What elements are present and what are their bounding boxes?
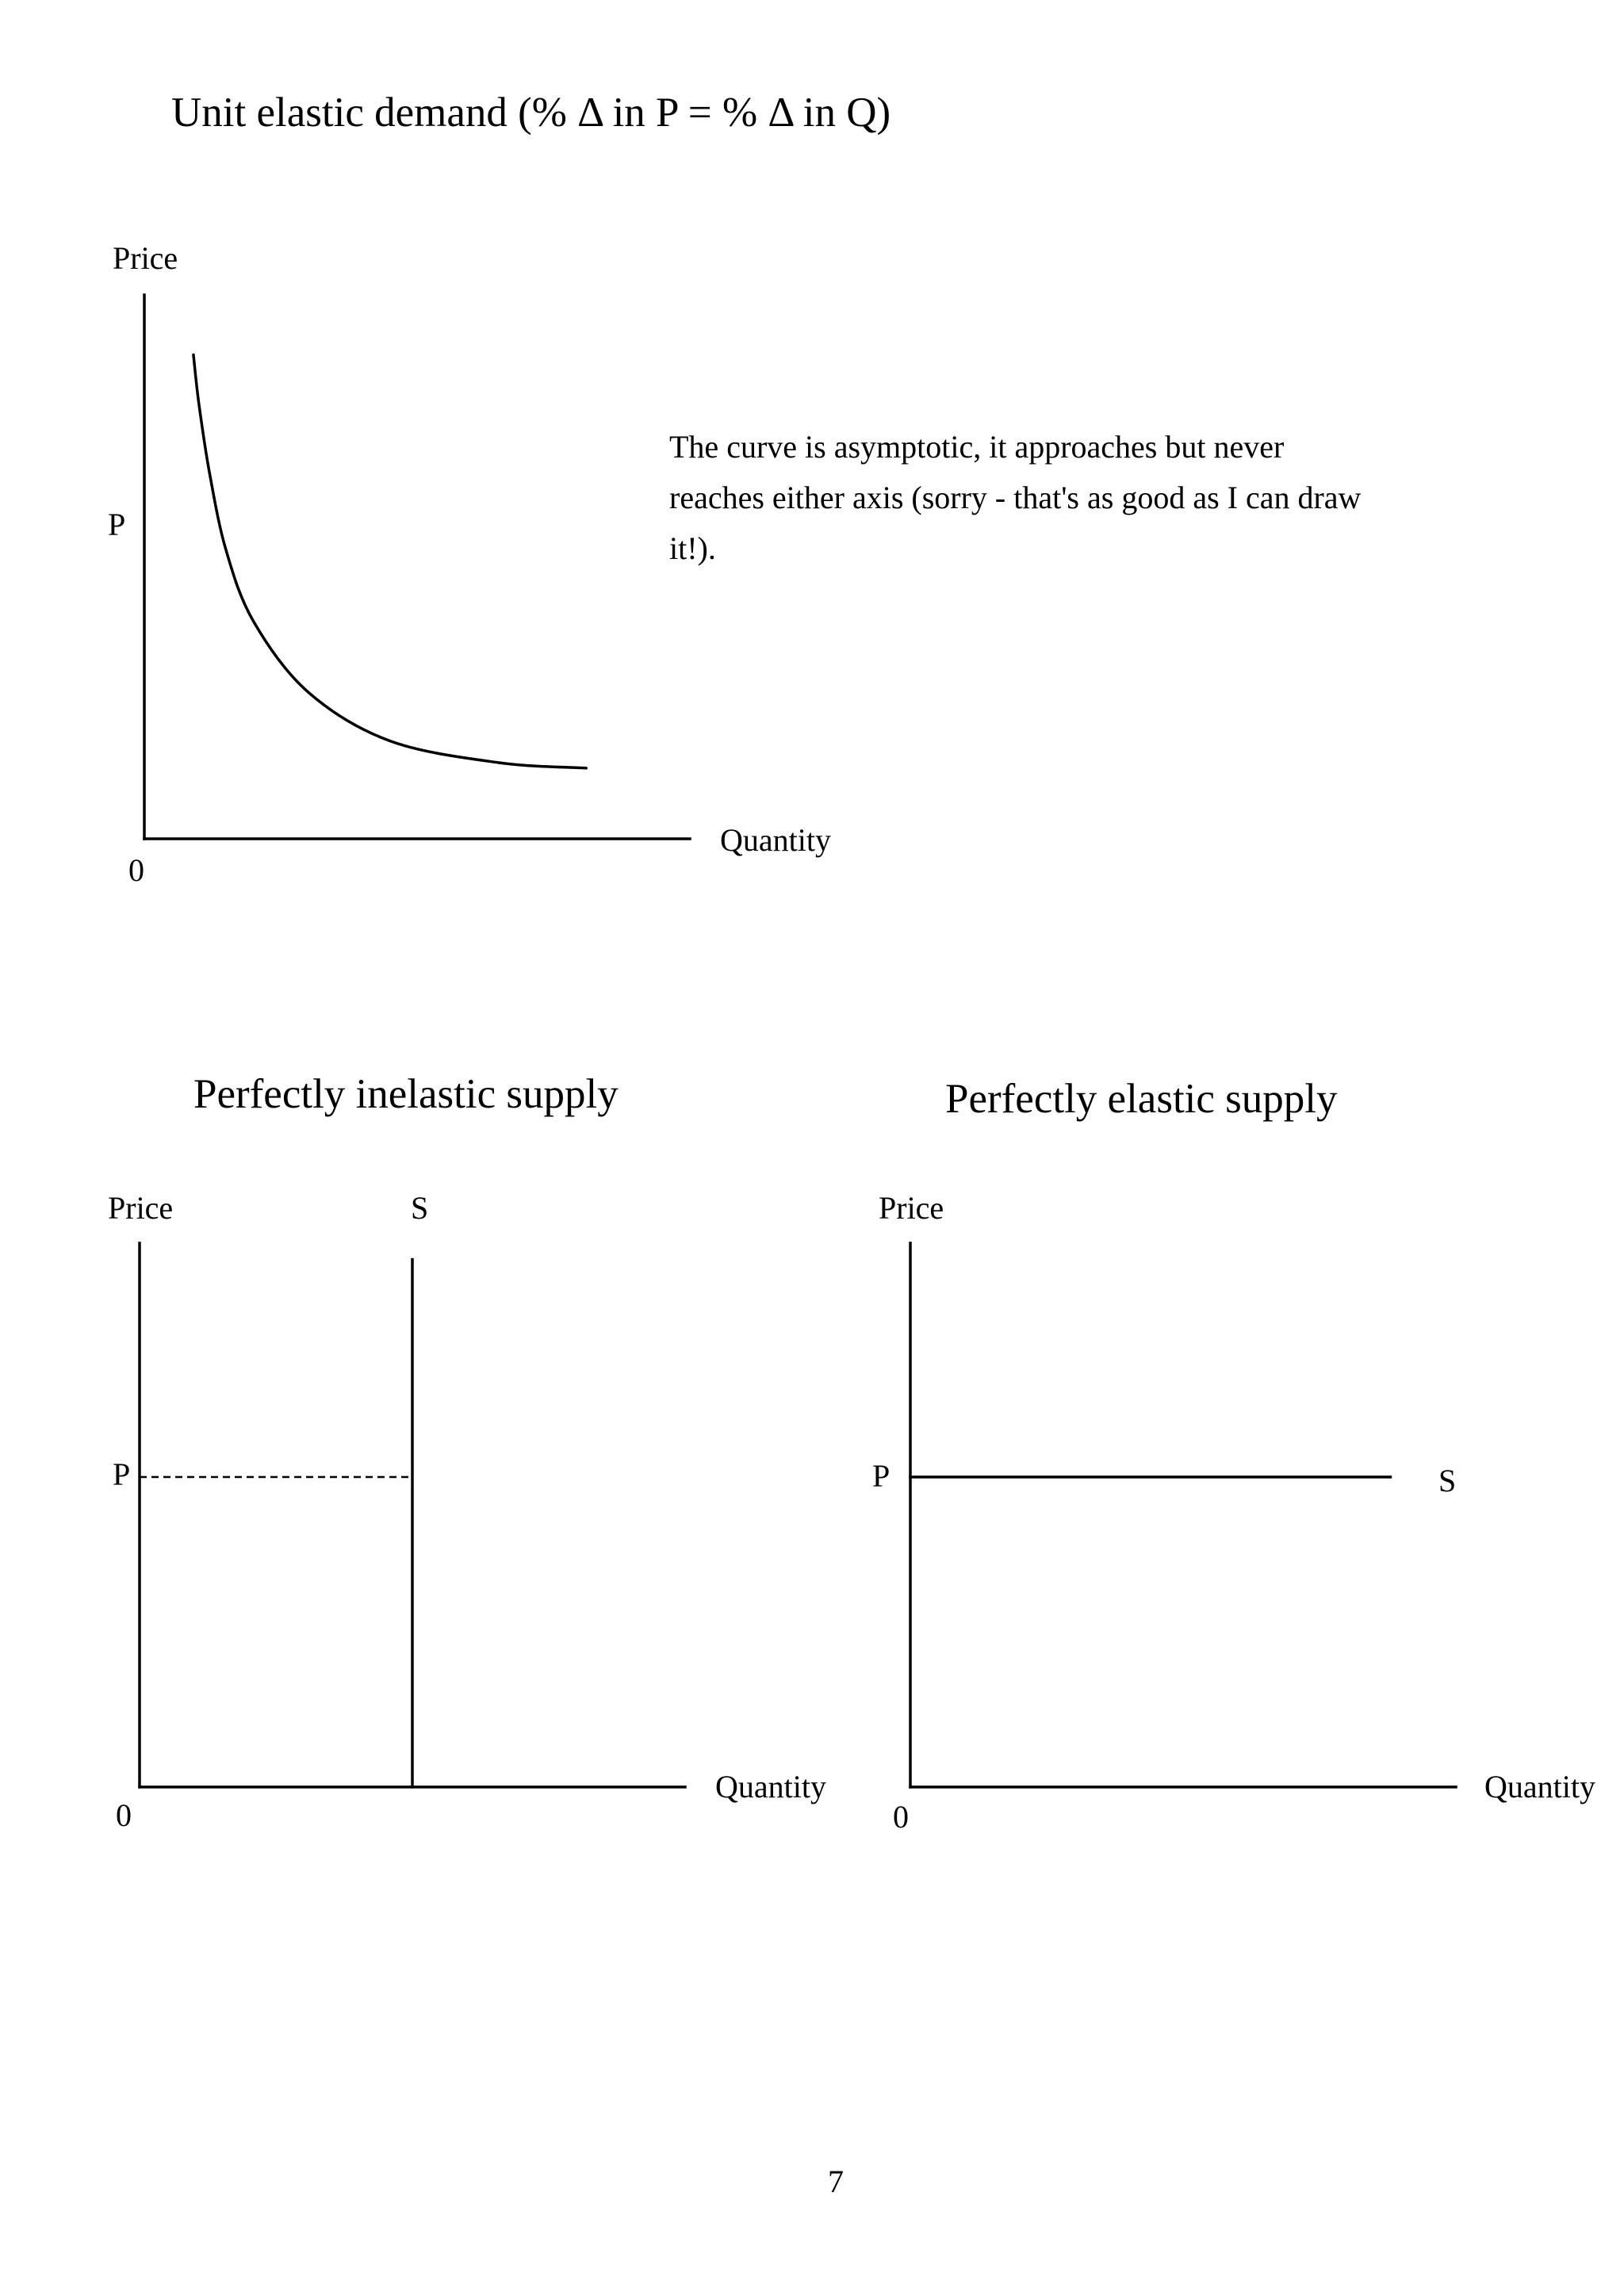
chart2-origin-label: 0 bbox=[116, 1797, 132, 1833]
chart3-x-axis-label: Quantity bbox=[1484, 1769, 1595, 1804]
chart2-p-label: P bbox=[113, 1456, 131, 1492]
chart1-title: Unit elastic demand (% Δ in P = % Δ in Q) bbox=[171, 90, 891, 136]
asymptote-note: The curve is asymptotic, it approaches but never reaches either axis (sorry - that's as good as I can draw it!). bbox=[669, 429, 1362, 566]
chart1-y-axis-label: Price bbox=[113, 240, 178, 276]
demand-curve bbox=[193, 354, 586, 767]
chart2-title: Perfectly inelastic supply bbox=[193, 1071, 619, 1117]
chart3-s-label: S bbox=[1438, 1463, 1457, 1498]
chart2-s-label: S bbox=[411, 1190, 429, 1226]
chart1-x-axis-label: Quantity bbox=[720, 822, 831, 858]
chart2-y-axis-label: Price bbox=[108, 1190, 174, 1226]
chart3-title: Perfectly elastic supply bbox=[945, 1076, 1338, 1122]
chart3-y-axis-label: Price bbox=[879, 1190, 944, 1226]
chart2-x-axis-label: Quantity bbox=[715, 1769, 826, 1804]
chart1-p-label: P bbox=[108, 507, 126, 542]
chart1-origin-label: 0 bbox=[128, 852, 144, 888]
chart3-origin-label: 0 bbox=[893, 1799, 909, 1835]
chart3-p-label: P bbox=[872, 1458, 891, 1494]
page-number: 7 bbox=[828, 2164, 844, 2199]
